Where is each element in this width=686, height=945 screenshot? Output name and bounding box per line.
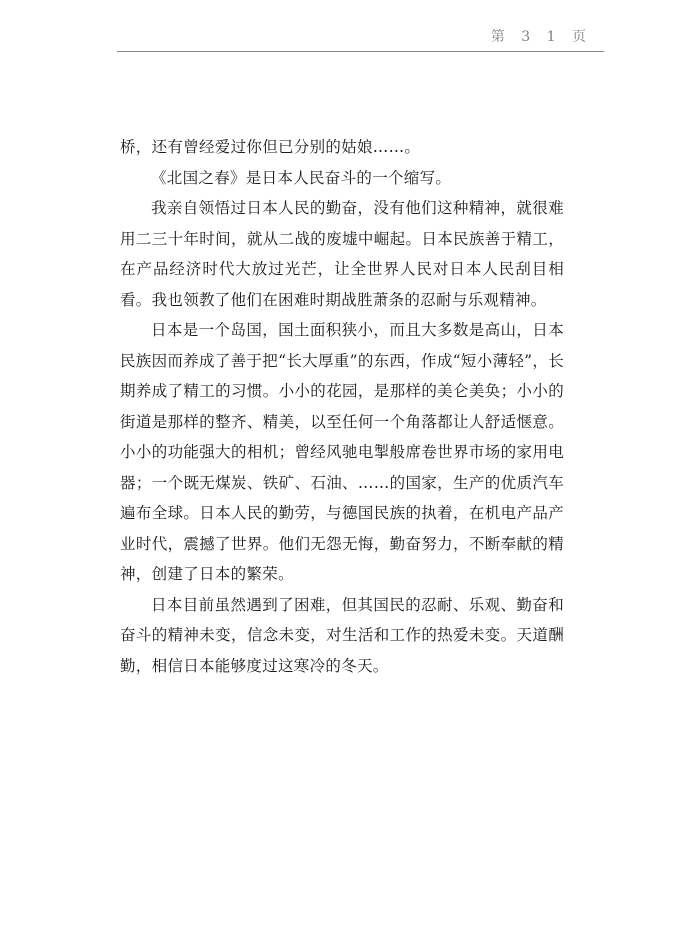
paragraph-continued: 桥，还有曾经爱过你但已分别的姑娘……。 [120, 138, 421, 156]
body-text [120, 132, 564, 681]
paragraph: 日本目前虽然遇到了困难，但其国民的忍耐、乐观、勤奋和奋斗的精神未变，信念未变，对生活和工作的热爱未变。天道酬勤，相信日本能够度过这寒冷的冬天。 [120, 595, 564, 675]
page-header [0, 0, 686, 52]
page-number: 第 3 1 页 [490, 29, 592, 45]
paragraph: 我亲自领悟过日本人民的勤奋，没有他们这种精神，就很难用二三十年时间，就从二战的废墟中崛起。日本民族善于精工，在产品经济时代大放过光芒，让全世界人民对日本人民刮目相看。我也领教了他们在困难时期战胜萧条的忍耐与乐观精神。 [120, 199, 564, 309]
paragraph: 日本是一个岛国，国土面积狭小，而且大多数是高山，日本民族因而养成了善于把“长大厚重”的东西，作成“短小薄轻”，长期养成了精工的习惯。小小的花园，是那样的美仑美奂；小小的街道是那样的整齐、精美，以至任何一个角落都让人舒适惬意。小小的功能强大的相机；曾经风驰电掣般席卷世界市场的家用电器；一个既无煤炭、铁矿、石油、……的国家，生产的优质汽车遍布全球。日本人民的勤劳，与德国民族的执着，在机电产品产业时代，震撼了世界。他们无怨无悔，勤奋努力，不断奉献的精神，创建了日本的繁荣。 [120, 321, 564, 583]
paragraph: 《北国之春》是日本人民奋斗的一个缩写。 [151, 168, 452, 187]
header-divider [117, 51, 604, 52]
